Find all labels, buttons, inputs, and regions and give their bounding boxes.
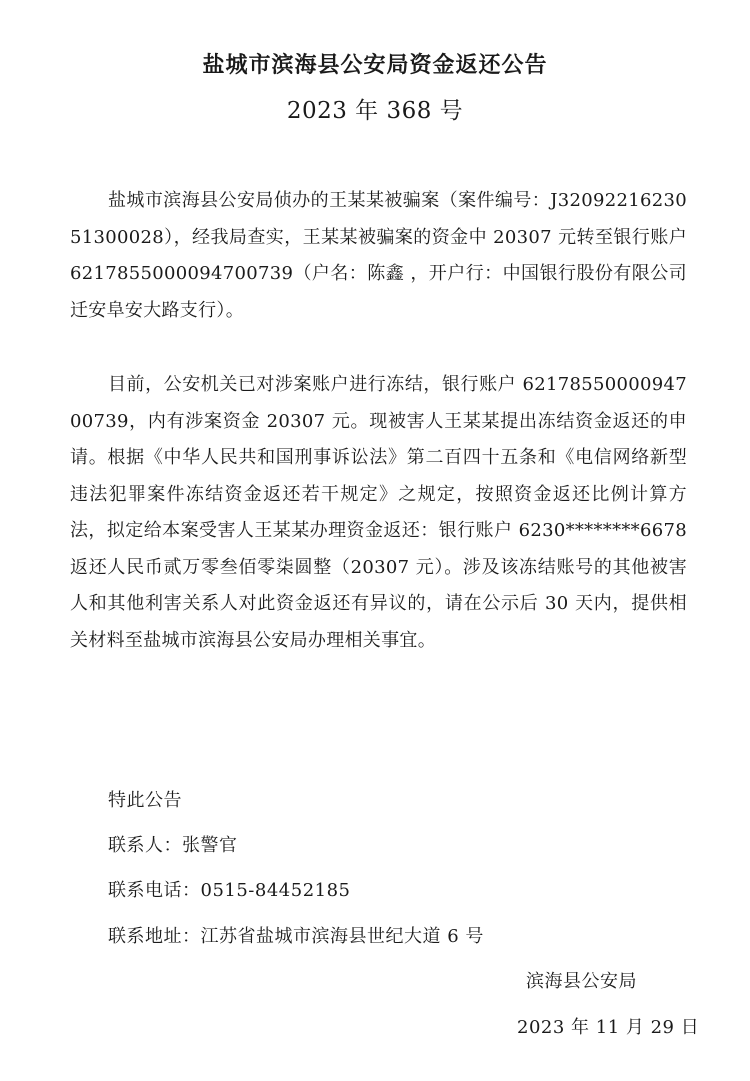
case-paragraph: 盐城市滨海县公安局侦办的王某某被骗案（案件编号：J3209221623051300028），经我局查实，王某某被骗案的资金中 20307 元转至银行账户 6217855000094700739（户名：陈鑫 ，开户行：中国银行股份有限公司迁安阜安大路支行）。 (70, 190, 687, 321)
closing-text: 特此公告 (108, 790, 182, 811)
refund-paragraph: 目前，公安机关已对涉案账户进行冻结，银行账户 6217855000094700739，内有涉案资金 20307 元。现被害人王某某提出冻结资金返还的申请。根据《中华人民共和国刑事诉讼法》第二百四十五条和《电信网络新型违法犯罪案件冻结资金返还若干规定》之规定，按照资金返还比例计算方法，拟定给本案受害人王某某办理资金返还：银行账户 6230********6678 返还人民币贰万零叁佰零柒圆整（20307 元）。涉及该冻结账号的其他被害人和其他利害关系人对此资金返还有异议的，请在公示后 30 天内，提供相关材料至盐城市滨海县公安局办理相关事宜。 (70, 374, 687, 651)
issuer-name: 滨海县公安局 (526, 971, 637, 992)
issue-date: 2023 年 11 月 29 日 (517, 1017, 700, 1038)
contact-address: 联系地址：江苏省盐城市滨海县世纪大道 6 号 (108, 926, 484, 947)
notice-title: 盐城市滨海县公安局资金返还公告 (202, 53, 548, 78)
contact-phone: 联系电话：0515-84452185 (108, 880, 351, 901)
notice-number: 2023 年 368 号 (286, 98, 464, 124)
contact-person: 联系人：张警官 (108, 835, 238, 856)
